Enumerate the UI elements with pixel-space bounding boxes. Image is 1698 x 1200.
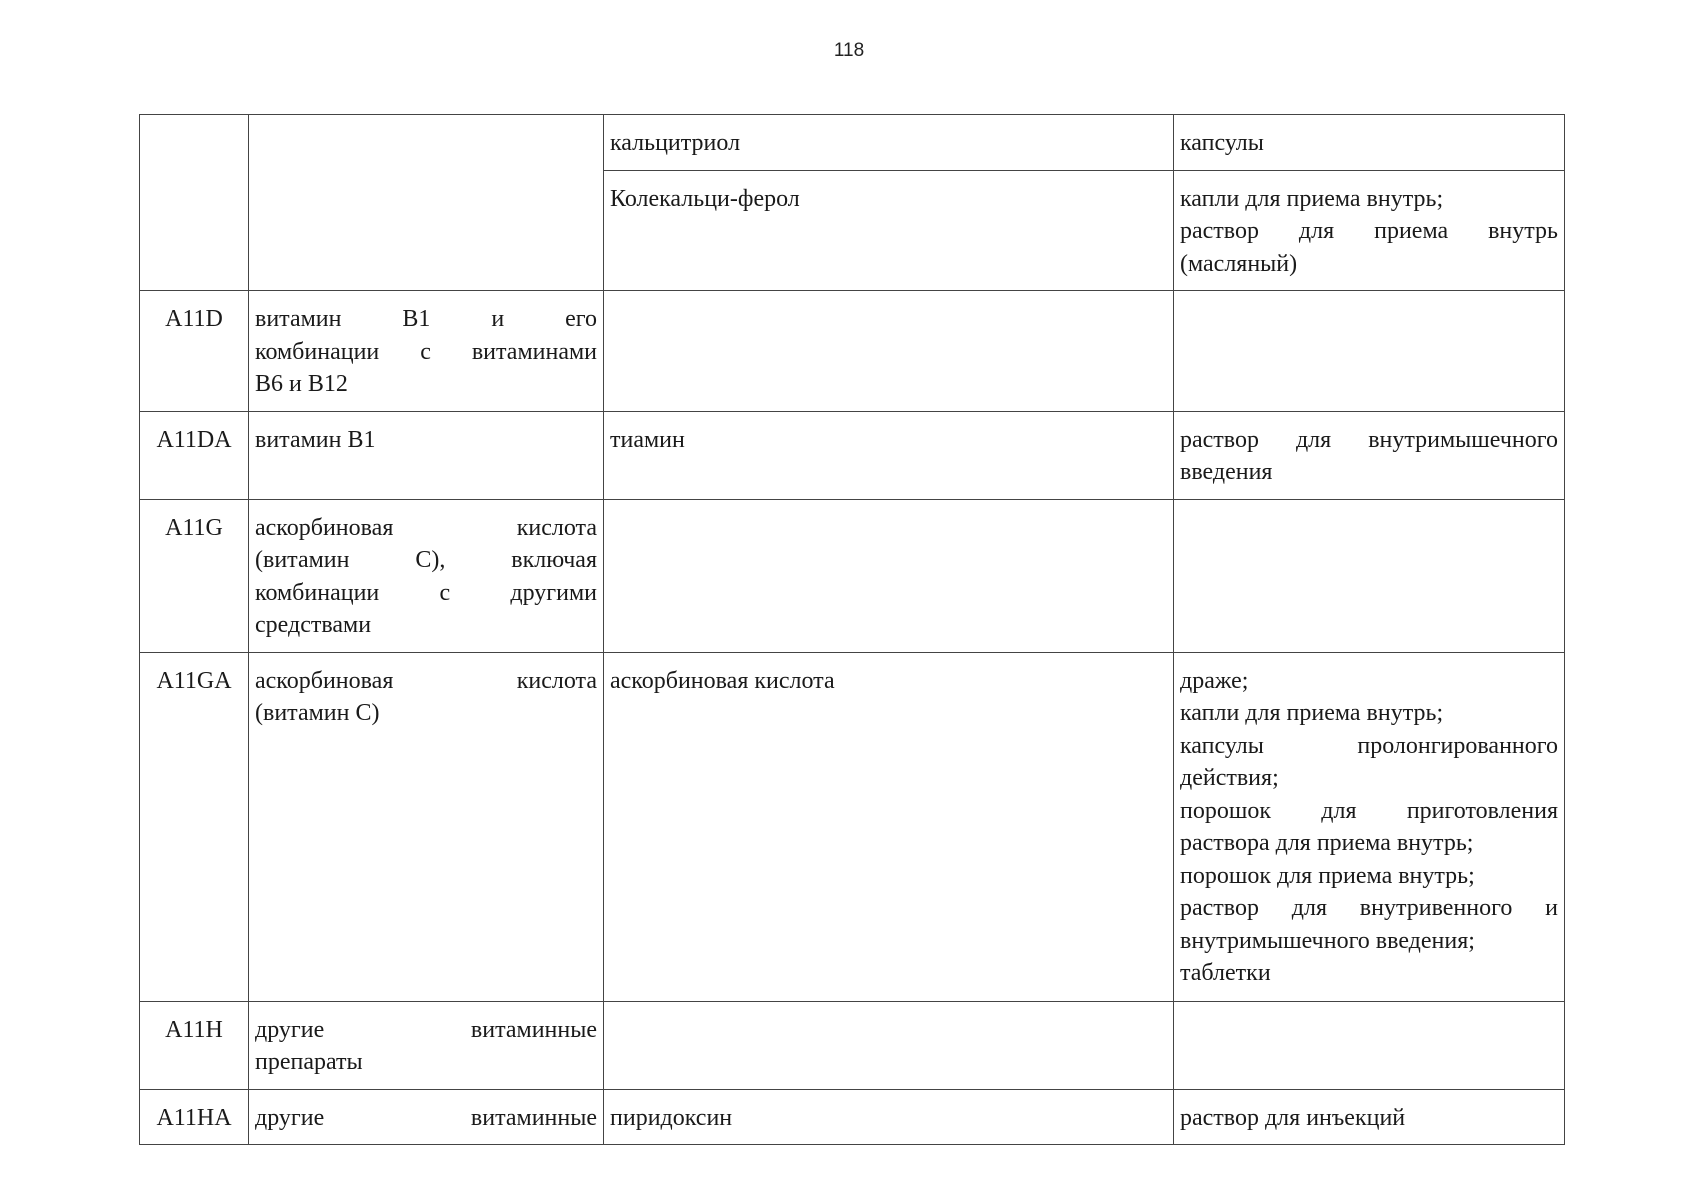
form-line: капсулы [1180,130,1264,156]
substance-cell [604,291,1174,412]
group-line: витамин B1 [255,426,376,453]
atc-code-cell [140,1001,249,1089]
atc-code: A11D [165,306,223,332]
form-line: раствор для внутривенного и [1180,895,1558,921]
group-line: комбинации с витаминами [255,338,597,365]
group-line: (витамин C) [255,700,380,726]
group-line: аскорбиновая кислота [255,514,597,541]
group-cell [249,1001,604,1089]
form-line: драже; [1180,667,1249,694]
forms-cell [1174,1089,1565,1145]
form-line: внутримышечного введения; [1180,927,1475,954]
substance-cell [604,1089,1174,1145]
group-line: аскорбиновая кислота [255,667,597,694]
form-line: введения [1180,459,1273,485]
atc-code: A11DA [156,426,232,453]
form-line: капсулы пролонгированного [1180,732,1558,759]
atc-code: A11HA [156,1104,232,1131]
atc-code-cell [140,115,249,291]
table-row [140,115,1565,171]
group-cell [249,411,604,499]
table-row [140,499,1565,652]
forms-cell [1174,1001,1565,1089]
medications-table [139,114,1565,1145]
group-cell [249,1089,604,1145]
table-row [140,1001,1565,1089]
form-line: раствора для приема внутрь; [1180,830,1474,856]
group-cell [249,652,604,1001]
table-row [140,291,1565,412]
atc-code-cell [140,411,249,499]
group-line: витамин B1 и его [255,306,597,332]
forms-cell [1174,115,1565,171]
substance-text: Колекальци-ферол [610,185,800,212]
form-line: действия; [1180,765,1279,791]
form-line: раствор для приема внутрь [1180,218,1558,244]
substance-cell [604,115,1174,171]
atc-code-cell [140,1089,249,1145]
group-line: комбинации с другими [255,579,597,606]
form-line: раствор для внутримышечного [1180,426,1558,453]
form-line: капли для приема внутрь; [1180,700,1444,726]
substance-cell [604,499,1174,652]
forms-cell [1174,499,1565,652]
atc-code-cell [140,499,249,652]
page-number: 118 [833,40,865,61]
forms-cell [1174,411,1565,499]
atc-code-cell [140,652,249,1001]
form-line: таблетки [1180,960,1271,986]
table-row [140,1089,1565,1145]
table-row [140,652,1565,1001]
group-cell [249,115,604,291]
forms-cell [1174,652,1565,1001]
substance-cell [604,411,1174,499]
substance-text: пиридоксин [610,1104,733,1131]
substance-text: тиамин [610,426,685,453]
group-line: препараты [255,1049,363,1075]
form-line: порошок для приготовления [1180,797,1558,824]
atc-code: A11H [165,1016,223,1043]
substance-cell [604,1001,1174,1089]
form-line: капли для приема внутрь; [1180,185,1444,212]
group-line: средствами [255,612,372,638]
form-line: (масляный) [1180,250,1298,277]
atc-code: A11G [165,514,223,541]
group-line: другие витаминные [255,1104,597,1131]
group-cell [249,291,604,412]
atc-code-cell [140,291,249,412]
forms-cell [1174,291,1565,412]
group-cell [249,499,604,652]
forms-cell [1174,170,1565,291]
group-line: другие витаминные [255,1016,597,1043]
substance-cell [604,170,1174,291]
group-line: B6 и B12 [255,371,348,397]
substance-text: кальцитриол [610,130,741,156]
table-row [140,411,1565,499]
substance-text: аскорбиновая кислота [610,667,835,694]
substance-cell [604,652,1174,1001]
form-line: порошок для приема внутрь; [1180,862,1475,889]
group-line: (витамин C), включая [255,547,597,573]
form-line: раствор для инъекций [1180,1104,1406,1131]
atc-code: A11GA [156,667,232,694]
